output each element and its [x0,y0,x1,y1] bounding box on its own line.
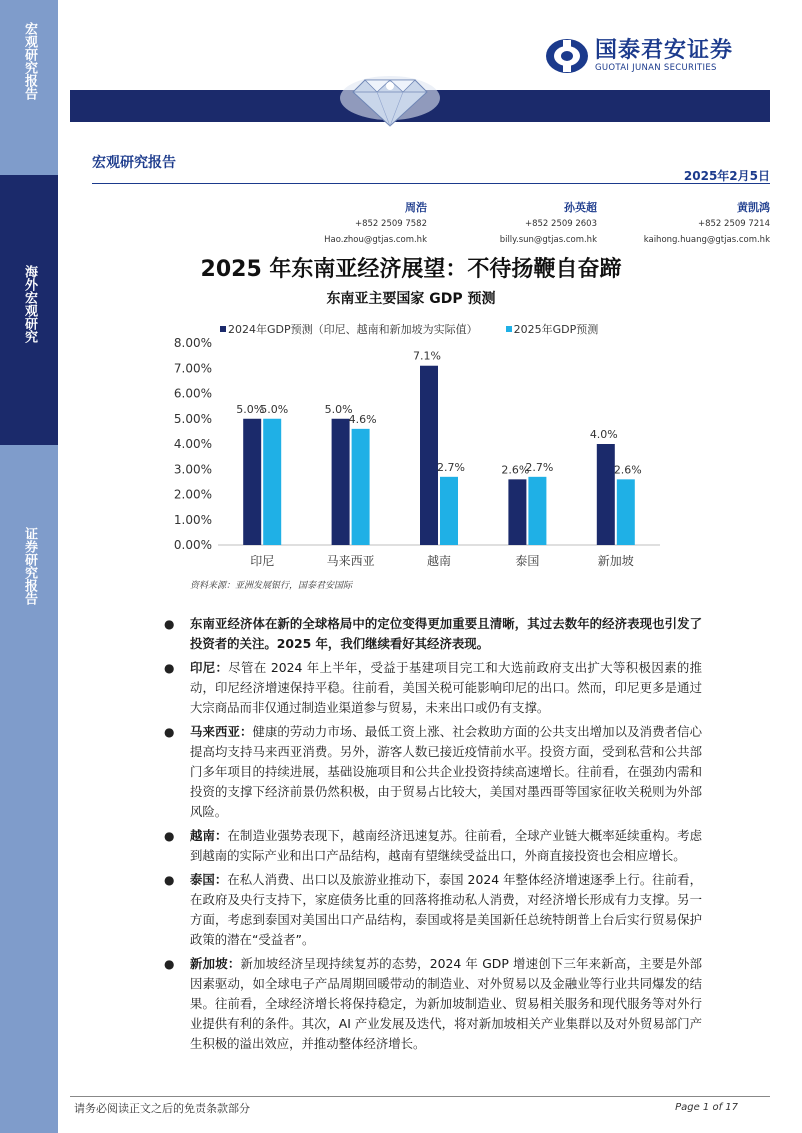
bullet-item [162,826,702,866]
bullet-lead: 印尼： [190,660,229,675]
author-phone: +852 2509 7582 [354,219,427,229]
legend-label: 2025年GDP预测 [513,323,599,336]
author-block [500,200,597,248]
bullet-item [162,722,702,822]
author-phone: +852 2509 7214 [697,219,770,229]
data-label: 5.0% [236,402,265,416]
bar-2025 [352,429,370,545]
author-email[interactable]: Hao.zhou@gtjas.com.hk [324,235,427,245]
bar-2024 [420,366,438,545]
y-tick-label: 0.00% [173,538,212,552]
chart-title: 东南亚主要国家 GDP 预测 [326,291,496,307]
y-tick-label: 3.00% [173,462,212,477]
y-tick-label: 2.00% [173,487,212,502]
bullet-icon: ● [164,957,175,971]
bullet-icon: ● [164,661,175,675]
company-name-en: GUOTAI JUNAN SECURITIES [595,62,717,73]
data-label: 4.6% [348,412,377,426]
company-name-cn: 国泰君安证券 [595,37,734,63]
bullet-icon: ● [164,725,175,739]
company-logo [545,38,733,74]
sidebar-segment-category [0,175,58,445]
bar-2024 [508,479,526,545]
x-tick-label: 新加坡 [597,554,634,568]
data-label: 7.1% [413,349,441,363]
bar-2024 [597,444,615,545]
y-tick-label: 5.00% [173,411,212,426]
data-label: 2.6% [613,463,642,477]
bullet-text: 尽管在 2024 年上半年，受益于基建项目完工和大选前政府支出扩大等积极因素的推动，印尼经济增速保持平稳。往前看，美国关税可能影响印尼的出口。然而，印尼更多是通过大宗商品而非仅通过制造业渠道参与贸易，未来出口或仍有支撑。 [190,660,702,715]
bullet-lead: 越南： [190,828,228,843]
bar-2025 [528,477,546,545]
author-email[interactable]: billy.sun@gtjas.com.hk [499,235,597,245]
bullet-lead: 马来西亚： [190,724,253,739]
bullet-lead: 泰国： [190,872,228,887]
bullet-text: 东南亚经济体在新的全球格局中的定位变得更加重要且清晰，其过去数年的经济表现也引发了投资者的关注。2025 年，我们继续看好其经济表现。 [190,616,702,651]
bar-2025 [263,419,281,545]
diamond-logo-icon [335,58,445,128]
author-phone: +852 2509 2603 [524,219,597,229]
bullet-item [162,954,702,1054]
x-tick-label: 越南 [426,554,452,568]
y-tick-label: 6.00% [173,386,212,401]
y-tick-label: 8.00% [173,336,212,350]
y-tick-label: 7.00% [173,361,212,376]
sidebar-segment-report-type [0,0,58,175]
y-tick-label: 1.00% [173,512,212,527]
bullet-item [162,614,702,654]
data-label: 5.0% [260,402,289,416]
chart-plot [160,315,680,577]
company-logo-icon [545,38,589,74]
sidebar-label-category: 海外宏观研究 [22,265,37,343]
bullet-list [162,614,702,1058]
bullet-icon: ● [164,617,175,631]
sidebar-segment-securities [0,445,58,1133]
author-email[interactable]: kaihong.huang@gtjas.com.hk [643,235,770,245]
author-name: 周浩 [405,201,427,214]
footer-divider [70,1096,770,1097]
bullet-text: 健康的劳动力市场、最低工资上涨、社会救助方面的公共支出增加以及消费者信心提高均支持马来西亚消费。另外，游客人数已接近疫情前水平。投资方面，受到私营和公共部门多年项目的持续进展，基础设施项目和公共企业投资持续高速增长。往前看，在强劲内需和投资的支撑下经济前景仍然积极，由于贸易占比较大，美国对墨西哥等国家征收关税则为外部风险。 [190,724,703,819]
x-tick-label: 印尼 [250,554,275,568]
data-label: 4.0% [589,428,618,441]
legend-label: 2024年GDP预测（印尼、越南和新加坡为实际值） [228,323,478,336]
x-tick-label: 泰国 [515,554,540,568]
data-label: 5.0% [324,402,353,416]
bar-2024 [332,419,350,545]
page-number: Page 1 of 17 [675,1102,738,1113]
bar-2024 [243,419,261,545]
report-date: 2025年2月5日 [683,169,770,183]
x-tick-label: 马来西亚 [326,554,375,568]
data-label: 2.7% [525,460,554,474]
page-title: 2025 年东南亚经济展望：不待扬鞭自奋蹄 [200,257,622,282]
data-label: 2.6% [501,463,530,477]
bullet-lead: 新加坡： [190,956,241,971]
gdp-bar-chart [160,315,680,577]
bar-2025 [440,477,458,545]
y-tick-label: 4.00% [173,437,212,451]
bullet-item [162,658,702,718]
author-block [324,200,427,248]
bullet-item [162,870,702,950]
header-divider [92,183,770,184]
sidebar-label-securities: 证券研究报告 [22,527,37,605]
author-name: 孙英超 [564,201,597,214]
chart-source: 资料来源：亚洲发展银行，国泰君安国际 [190,581,353,591]
bullet-icon: ● [164,873,175,887]
bullet-icon: ● [164,829,175,843]
bullet-text: 在制造业强势表现下，越南经济迅速复苏。往前看，全球产业链大概率延续重构。考虑到越南的实际产业和出口产品结构，越南有望继续受益出口，外商直接投资也会相应增长。 [190,828,703,863]
bullet-text: 新加坡经济呈现持续复苏的态势，2024 年 GDP 增速创下三年来新高，主要是外部因素驱动，如全球电子产品周期回暖带动的制造业、对外贸易以及金融业等行业共同爆发的结果。往前看，全球经济增长将保持稳定，为新加坡制造业、贸易相关服务和现代服务等对外行业提供有利的条件。其次，AI 产业发展及迭代，将对新加坡相关产业集群以及对外贸易部门产生积极的溢出效应，并推动整体经济增长。 [190,956,702,1051]
footer-disclaimer[interactable]: 请务必阅读正文之后的免责条款部分 [74,1102,250,1115]
report-type: 宏观研究报告 [92,155,176,171]
bar-2025 [617,479,635,545]
author-block [644,200,770,248]
bullet-text: 在私人消费、出口以及旅游业推动下，泰国 2024 年整体经济增速逐季上行。往前看，在政府及央行支持下，家庭债务比重的回落将推动私人消费，对经济增长形成有力支撑。另一方面，考虑到泰国对美国出口产品结构，泰国或将是美国新任总统特朗普上台后实行贸易保护政策的潜在“受益者”。 [190,872,702,947]
sidebar-label-report-type: 宏观研究报告 [22,22,37,100]
left-sidebar [0,0,58,1133]
data-label: 2.7% [437,460,465,474]
author-name: 黄凯鸿 [737,201,770,214]
